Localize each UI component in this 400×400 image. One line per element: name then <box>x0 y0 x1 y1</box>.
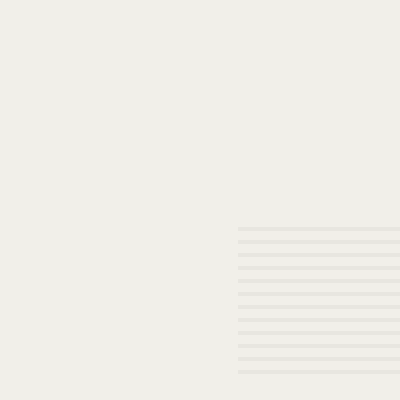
show-through-texture <box>238 218 400 378</box>
